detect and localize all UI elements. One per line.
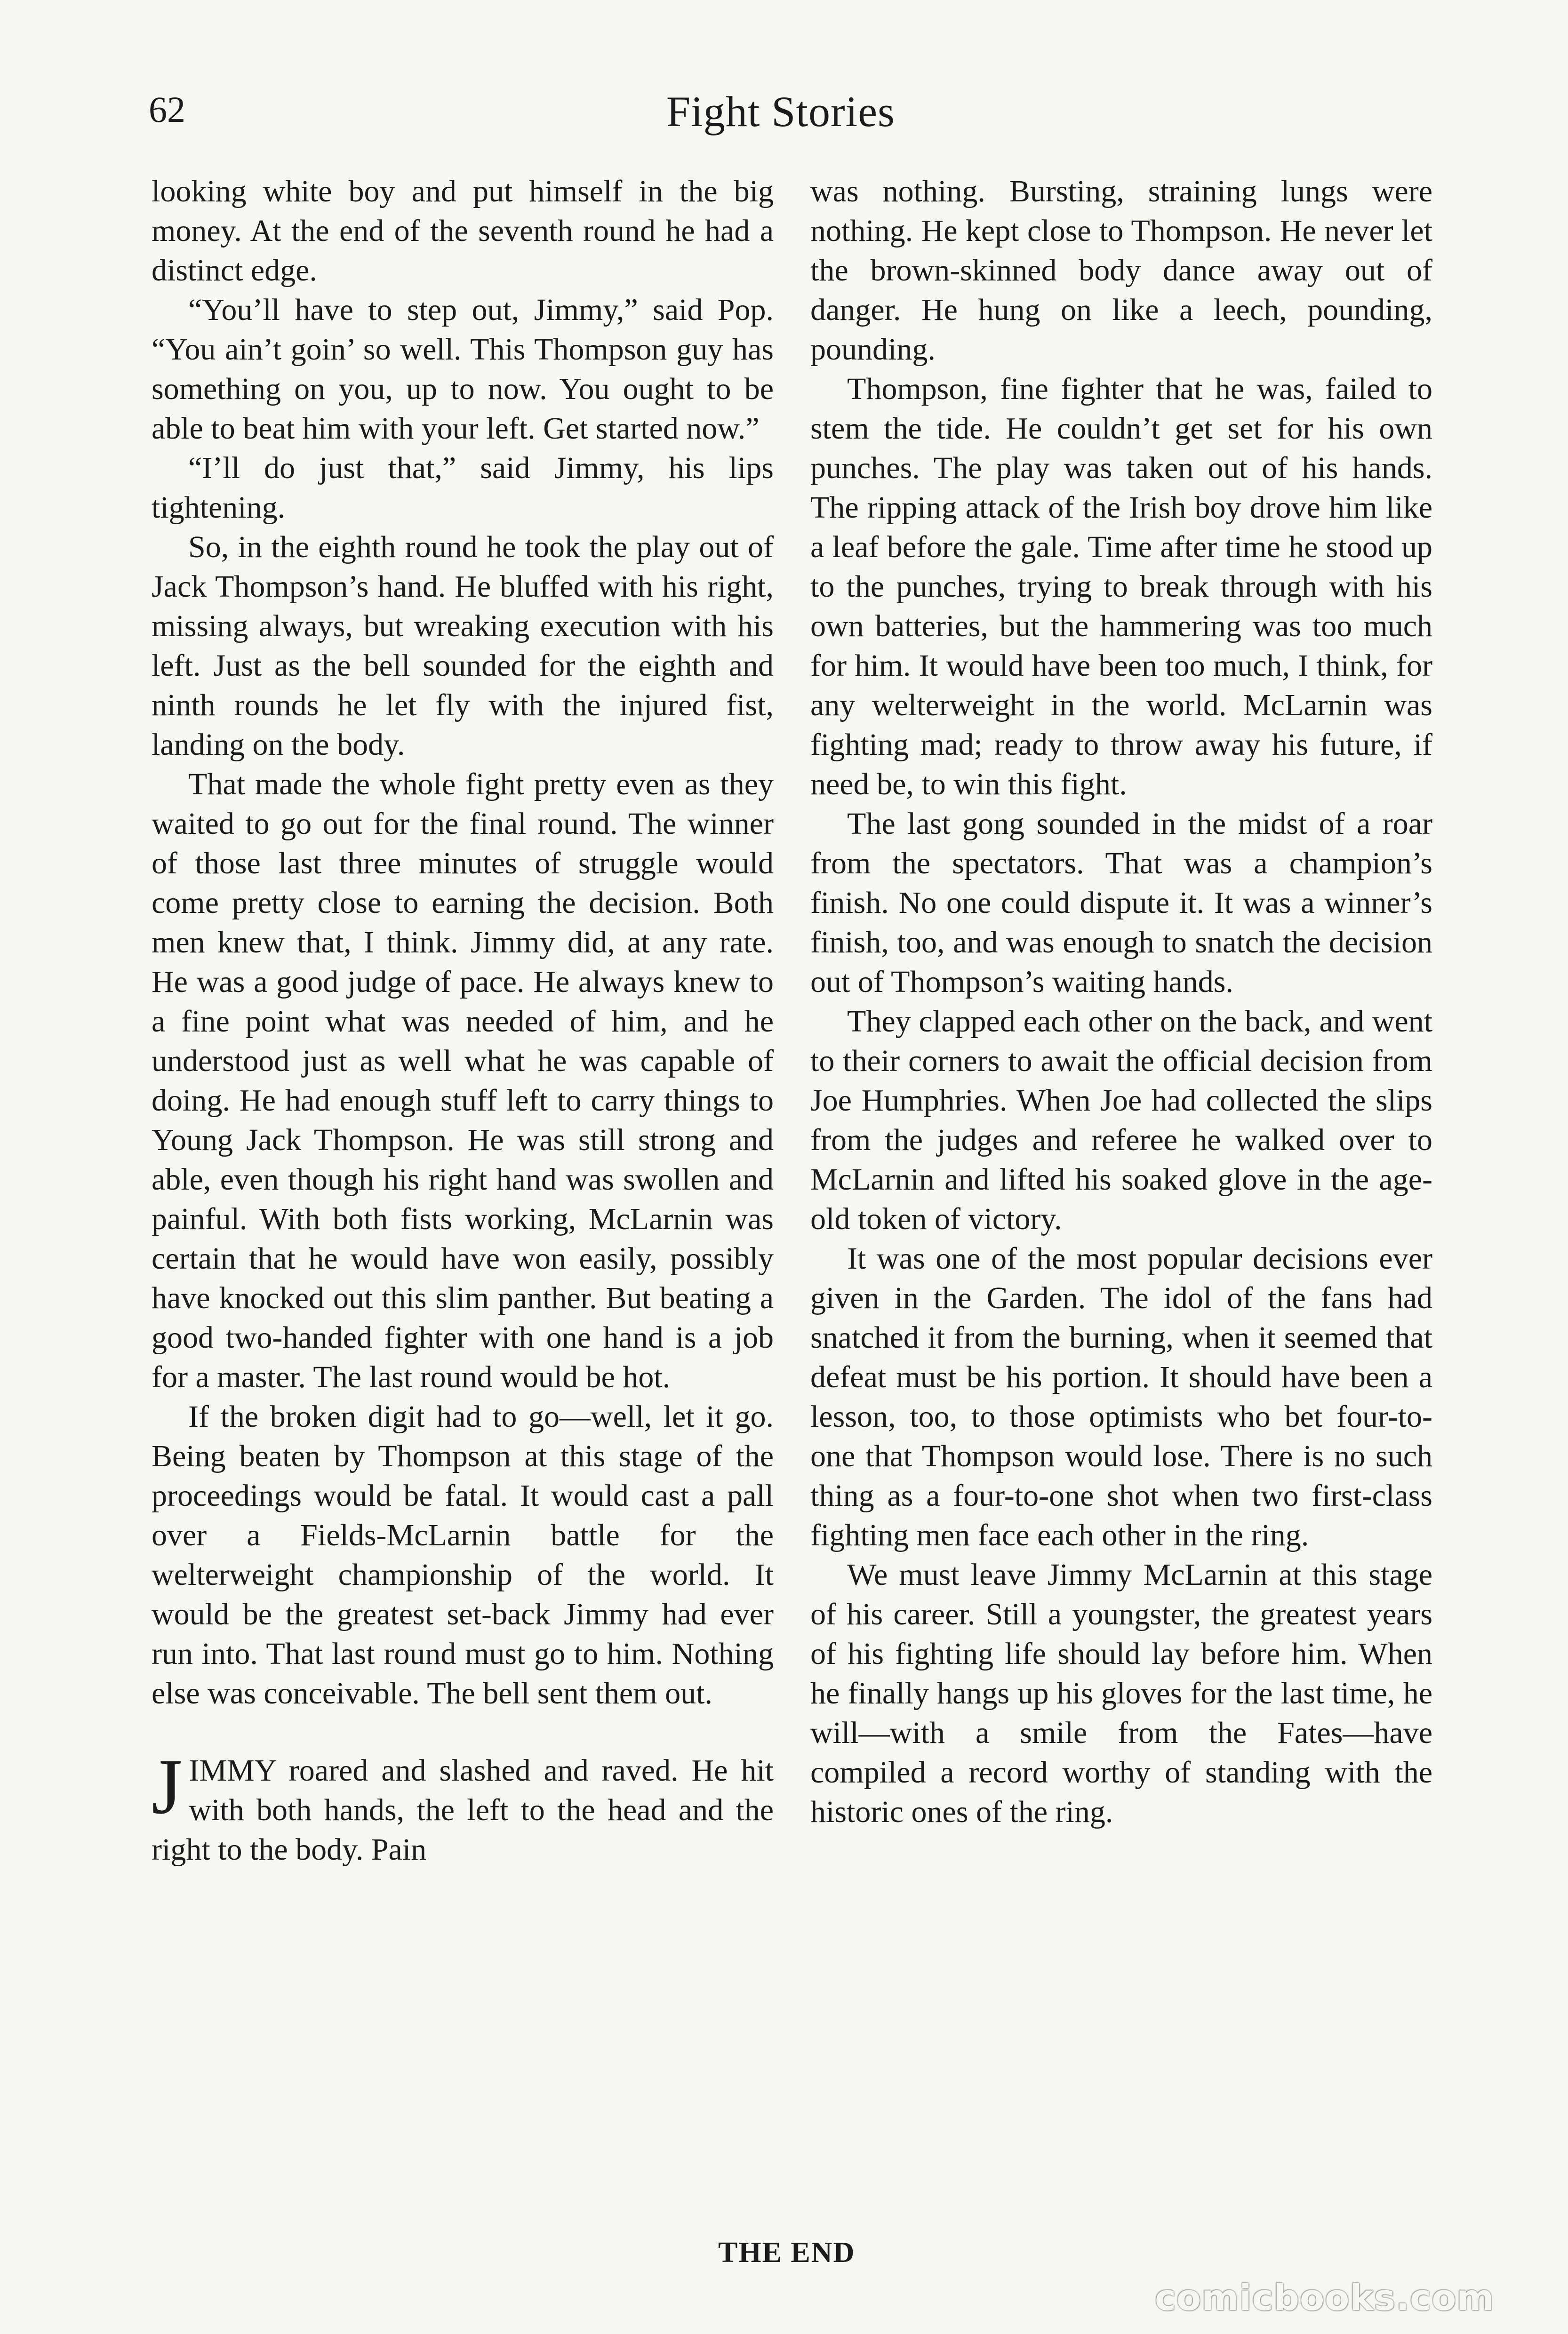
section-opening-text: IMMY roared and slashed and raved. He hit with both hands, the left to the head and the right to the body. Pain [152,1753,774,1867]
paragraph: Thompson, fine fighter that he was, failed to stem the tide. He couldn’t get set for his own punches. The play was taken out of his hands. The ripping attack of the Irish boy drove him like a leaf before the gale. Time after time he stood up to the punches, trying to break through with his own batteries, but the hammering was too much for him. It would have been too much, I think, for any welterweight in the world. McLarnin was fighting mad; ready to throw away his future, if need be, to win this fight. [810,372,1432,801]
paragraph: “I’ll do just that,” said Jimmy, his lips tightening. [152,451,774,525]
paragraph: was nothing. Bursting, straining lungs were nothing. He kept close to Thompson. He never let the brown-skinned body dance away out of danger. He hung on like a leech, pounding, pounding. [810,174,1432,367]
left-text-column [152,172,774,1870]
paragraph: It was one of the most popular decisions ever given in the Garden. The idol of the fans had snatched it from the burning, when it seemed that defeat must be his portion. It should have been a lesson, too, to those optimists who bet four-to-one that Thompson would lose. There is no such thing as a four-to-one shot when two first-class fighting men face each other in the ring. [810,1241,1432,1552]
site-watermark: comicbooks.com [1155,2277,1495,2318]
paragraph: They clapped each other on the back, and went to their corners to await the official decision from Joe Humphries. When Joe had collected the slips from the judges and referee he walked over to McLarnin and lifted his soaked glove in the age-old token of victory. [810,1004,1432,1236]
page-header [149,88,1433,145]
paragraph: That made the whole fight pretty even as they waited to go out for the final round. The winner of those last three minutes of struggle would come pretty close to earning the decision. Both men knew that, I think. Jimmy did, at any rate. He was a good judge of pace. He always knew to a fine point what was needed of him, and he understood just as well what he was capable of doing. He had enough stuff left to carry things to Young Jack Thompson. He was still strong and able, even though his right hand was swollen and painful. With both fists working, McLarnin was certain that he would have won easily, possibly have knocked out this slim panther. But beating a good two-handed fighter with one hand is a job for a master. The last round would be hot. [152,767,774,1394]
paragraph: “You’ll have to step out, Jimmy,” said Pop. “You ain’t goin’ so well. This Thompson guy has something on you, up to now. You ought to be able to beat him with your left. Get started now.” [152,293,774,446]
the-end-mark: THE END [718,2237,856,2269]
paragraph: So, in the eighth round he took the play out of Jack Thompson’s hand. He bluffed with his right, missing always, but wreaking execution with his left. Just as the bell sounded for the eighth and ninth rounds he let fly with the injured fist, landing on the body. [152,530,774,762]
paragraph: We must leave Jimmy McLarnin at this stage of his career. Still a youngster, the greatest years of his fighting life should lay before him. When he finally hangs up his gloves for the last time, he will—with a smile from the Fates—have compiled a record worthy of standing with the historic ones of the ring. [810,1558,1432,1829]
paragraph: looking white boy and put himself in the big money. At the end of the seventh round he had a distinct edge. [152,174,774,288]
paragraph: If the broken digit had to go—well, let it go. Being beaten by Thompson at this stage of the proceedings would be fatal. It would cast a pall over a Fields-McLarnin battle for the welterweight championship of the world. It would be the greatest set-back Jimmy had ever run into. That last round must go to him. Nothing else was conceivable. The bell sent them out. [152,1399,774,1711]
section-opening-paragraph [152,1743,774,1870]
drop-cap-letter: J [152,1743,183,1830]
right-text-column [810,172,1432,1832]
running-title: Fight Stories [666,88,895,136]
page-number: 62 [149,89,185,130]
paragraph: The last gong sounded in the midst of a roar from the spectators. That was a champion’s finish. No one could dispute it. It was a winner’s finish, too, and was enough to snatch the decision out of Thompson’s waiting hands. [810,807,1432,999]
